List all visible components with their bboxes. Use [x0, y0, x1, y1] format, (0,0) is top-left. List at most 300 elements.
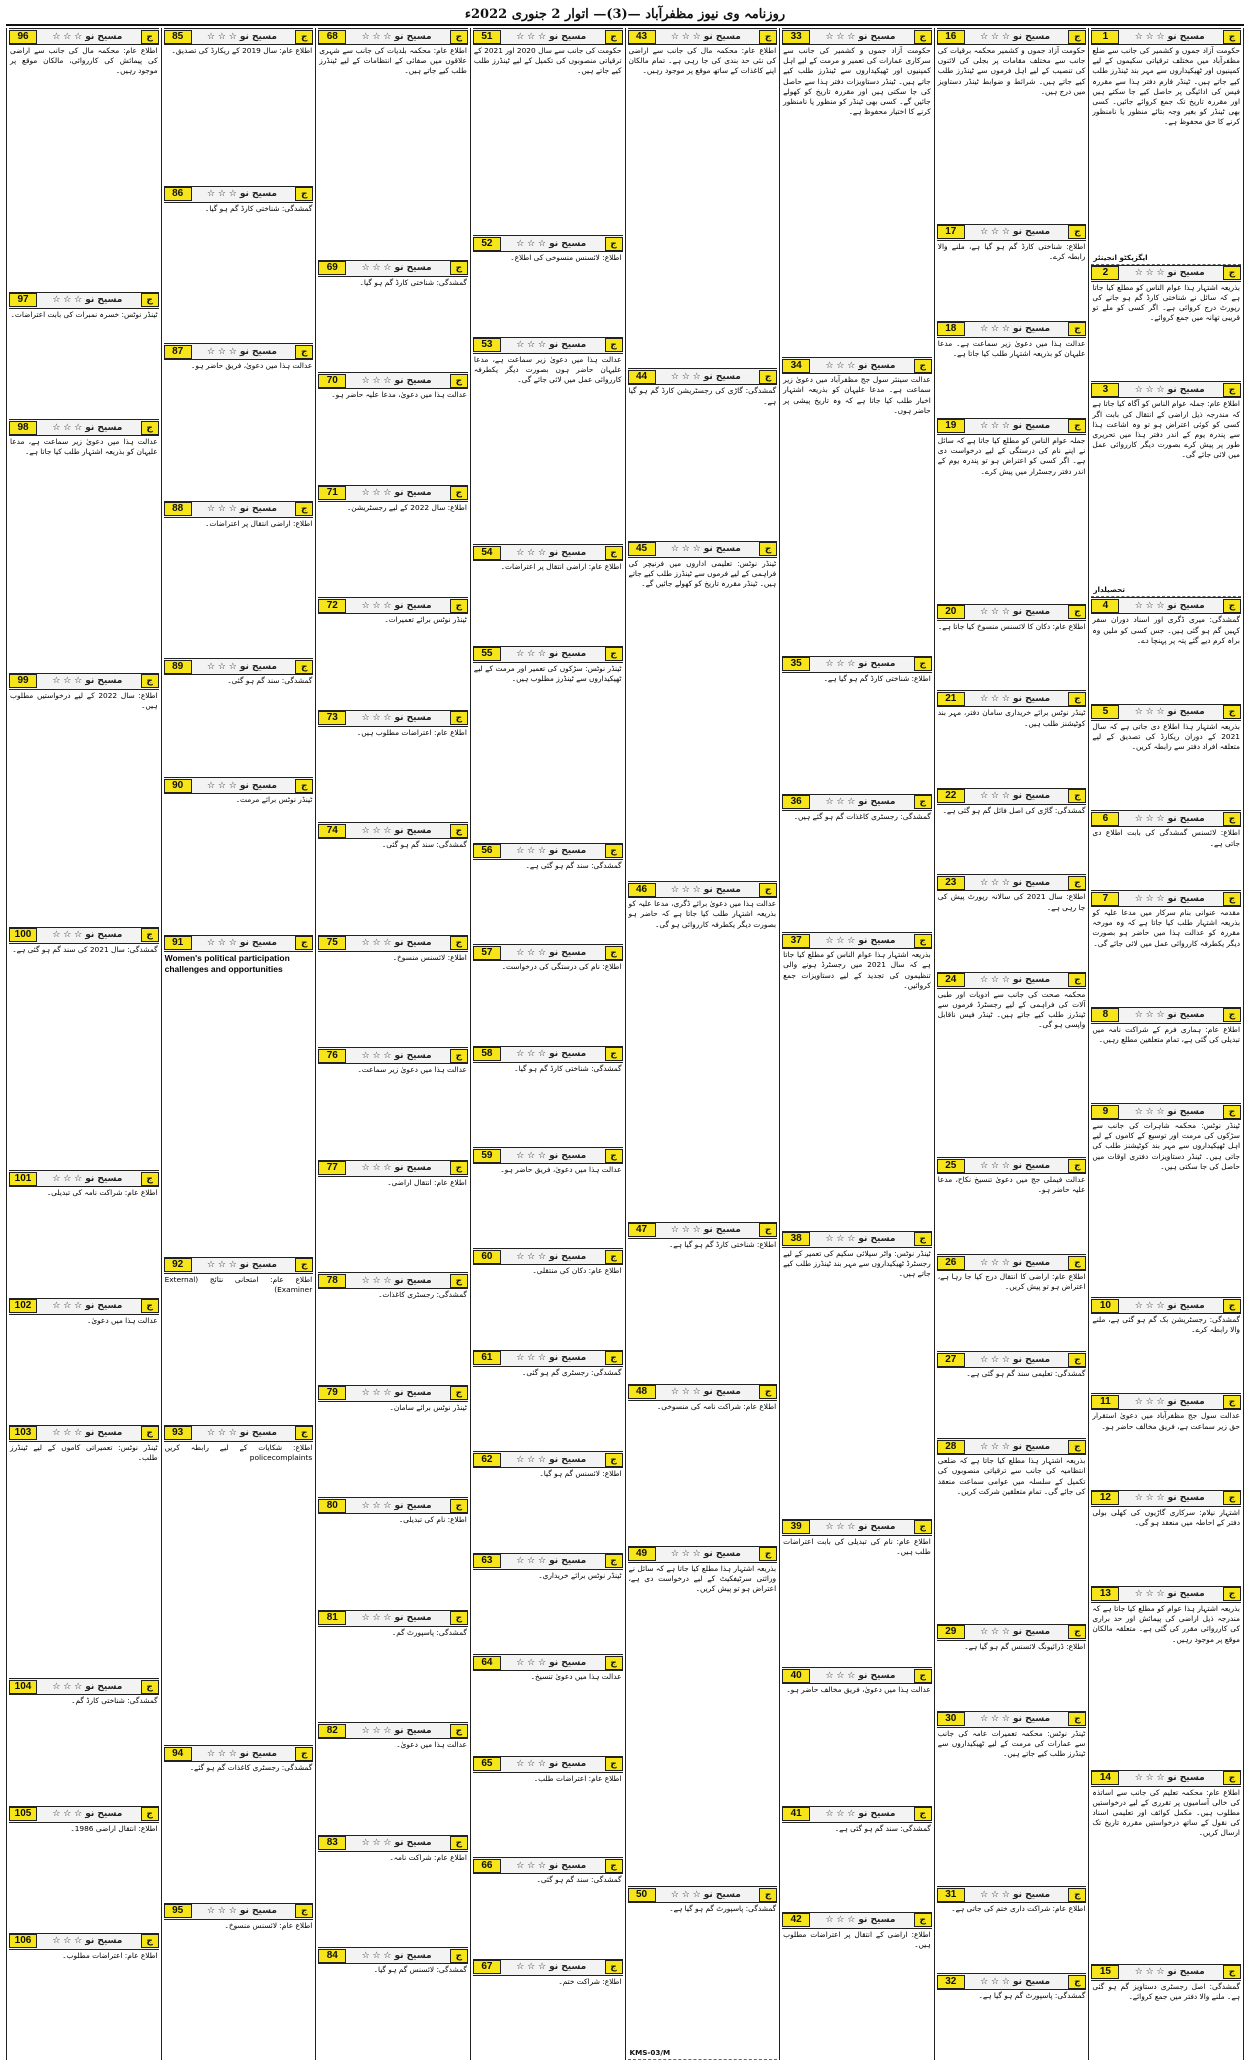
- notice-stars-caption: [965, 227, 1069, 237]
- notice-number: 56: [473, 844, 501, 858]
- notice-caption: مسیح نو: [549, 1556, 587, 1567]
- star-icon: ☆ ☆ ☆: [825, 1809, 856, 1820]
- notice-stars-caption: [501, 948, 605, 958]
- notice-number: 81: [318, 1611, 346, 1625]
- notice-caption: مسیح نو: [1013, 1976, 1051, 1987]
- notice-86: [164, 186, 314, 344]
- notice-82: [318, 1722, 468, 1835]
- notice-body: گمشدگی: رجسٹری کاغذات گم ہو گئے۔: [189, 1763, 313, 1773]
- notice-number: 42: [782, 1913, 810, 1927]
- notice-body: اطلاع عام: شراکت نامہ کی تبدیلی۔: [46, 1188, 158, 1198]
- notice-68: [318, 28, 468, 260]
- notice-header: [318, 1947, 468, 1964]
- notice-caption: مسیح نو: [1013, 877, 1051, 888]
- notice-number: 17: [937, 225, 965, 239]
- notice-number: 7: [1091, 892, 1119, 906]
- notice-35: [782, 656, 932, 794]
- notice-31: [937, 1886, 1087, 1973]
- notice-stars-caption: [37, 930, 141, 940]
- star-icon: ☆ ☆ ☆: [52, 422, 83, 433]
- notice-42: [782, 1912, 932, 2060]
- notice-caption: مسیح نو: [703, 371, 741, 382]
- notice-signature: تحصیلدار: [1091, 585, 1241, 597]
- notice-header: [473, 337, 623, 354]
- notice-61: [473, 1350, 623, 1451]
- notice-body: عدالت ہذا میں دعویٰ زیر سماعت ہے۔ مدعا علیہان کو بذریعہ اشتہار طلب کیا جاتا ہے۔: [937, 338, 1086, 359]
- notice-body: حکومت آزاد جموں و کشمیر محکمہ برقیات کی جانب سے مختلف مقامات پر بجلی کی لائنوں کی تنصیب کے لیے اہل فرموں سے ٹینڈرز طلب کیے جاتے ہیں۔ شرائط و ضوابط ٹینڈر دستاویز میں درج ہیں۔: [937, 46, 1086, 96]
- notice-badge: ج: [1223, 1965, 1241, 1979]
- notice-stars-caption: [192, 347, 296, 357]
- notice-caption: مسیح نو: [394, 938, 432, 949]
- notice-number: 91: [164, 936, 192, 950]
- notice-number: 77: [318, 1161, 346, 1175]
- notice-caption: مسیح نو: [85, 676, 123, 687]
- notice-body: ٹینڈر نوٹس: محکمہ شاہرات کی جانب سے سڑکوں کی مرمت اور توسیع کے کاموں کے لیے اہل ٹھیکیداروں سے مہر بند کوٹیشنز طلب کی جاتی ہیں۔ ٹینڈر دستاویزات دفتری اوقات میں حاصل کی جا سکتی ہیں۔: [1092, 1121, 1240, 1171]
- notice-number: 73: [318, 711, 346, 725]
- notice-number: 62: [473, 1453, 501, 1467]
- notice-header: [9, 1806, 159, 1823]
- notice-stars-caption: [501, 548, 605, 558]
- star-icon: ☆ ☆ ☆: [516, 547, 547, 558]
- notice-body: محکمہ صحت کی جانب سے ادویات اور طبی آلات کی فراہمی کے لیے رجسٹرڈ فرموں سے ٹینڈرز طلب کیے جاتے ہیں۔ ٹینڈر فیس ناقابل واپسی ہو گی۔: [937, 989, 1086, 1030]
- notice-body: اطلاع عام: دکان کا لائسنس منسوخ کیا جاتا ہے۔: [937, 621, 1086, 631]
- notice-body: اطلاع: انتقال اراضی 1986۔: [70, 1823, 158, 1833]
- notice-caption: مسیح نو: [549, 1657, 587, 1668]
- notice-85: [164, 28, 314, 186]
- notice-badge: ج: [141, 1807, 159, 1821]
- notice-body: ٹینڈر نوٹس برائے تعمیرات۔: [384, 615, 467, 625]
- notice-body: اطلاع عام: اعتراضات مطلوب۔: [62, 1950, 158, 1960]
- notice-body: گمشدگی: پاسپورٹ گم ہو گیا ہے۔: [669, 1904, 777, 1914]
- notice-badge: ج: [1068, 30, 1086, 44]
- notice-badge: ج: [605, 30, 623, 44]
- notice-number: 30: [937, 1712, 965, 1726]
- star-icon: ☆ ☆ ☆: [361, 488, 392, 499]
- notice-caption: مسیح نو: [1167, 384, 1205, 395]
- star-icon: ☆ ☆ ☆: [825, 1522, 856, 1533]
- notice-number: 72: [318, 599, 346, 613]
- notice-header: [782, 1806, 932, 1823]
- notice-caption: مسیح نو: [858, 797, 896, 808]
- notice-number: 101: [9, 1172, 37, 1186]
- notice-number: 75: [318, 936, 346, 950]
- notice-badge: ج: [914, 30, 932, 44]
- notice-header: [9, 419, 159, 436]
- notice-5: [1091, 704, 1241, 811]
- star-icon: ☆ ☆ ☆: [206, 1748, 237, 1759]
- notice-49: [628, 1546, 778, 1886]
- notice-header: [937, 604, 1087, 621]
- star-icon: ☆ ☆ ☆: [516, 31, 547, 42]
- notice-badge: ج: [914, 1669, 932, 1683]
- notice-number: 71: [318, 486, 346, 500]
- notice-number: 53: [473, 338, 501, 352]
- star-icon: ☆ ☆ ☆: [1134, 1396, 1165, 1407]
- notice-number: 1: [1091, 30, 1119, 44]
- notice-78: [318, 1272, 468, 1385]
- notice-caption: مسیح نو: [1167, 1773, 1205, 1784]
- notice-stars-caption: [656, 885, 760, 895]
- notice-badge: ج: [1223, 1491, 1241, 1505]
- notice-badge: ج: [295, 1747, 313, 1761]
- notice-caption: مسیح نو: [1013, 791, 1051, 802]
- notice-stars-caption: [965, 975, 1069, 985]
- notice-header: [1091, 1586, 1241, 1603]
- notice-header: [937, 1351, 1087, 1368]
- notice-caption: مسیح نو: [394, 1163, 432, 1174]
- notice-badge: ج: [450, 1386, 468, 1400]
- star-icon: ☆ ☆ ☆: [52, 1936, 83, 1947]
- notice-89: [164, 658, 314, 777]
- notice-number: 12: [1091, 1491, 1119, 1505]
- notice-96: [9, 28, 159, 292]
- notice-number: 13: [1091, 1587, 1119, 1601]
- star-icon: ☆ ☆ ☆: [980, 1441, 1010, 1452]
- notice-number: 6: [1091, 812, 1119, 826]
- star-icon: ☆ ☆ ☆: [361, 1500, 392, 1511]
- notice-badge: ج: [759, 1223, 777, 1237]
- notice-15: [1091, 1964, 1241, 2060]
- notice-number: 47: [628, 1223, 656, 1237]
- notice-badge: ج: [605, 1656, 623, 1670]
- notice-badge: ج: [1068, 973, 1086, 987]
- notice-number: 63: [473, 1554, 501, 1568]
- notice-67: [473, 1959, 623, 2060]
- notice-badge: ج: [141, 928, 159, 942]
- notice-number: 96: [9, 30, 37, 44]
- notice-94: [164, 1745, 314, 1903]
- notice-body: عدالت فیملی جج میں دعویٰ تنسیخ نکاح، مدعا علیہ حاضر ہو۔: [937, 1175, 1086, 1195]
- notice-header: [937, 1624, 1087, 1641]
- star-icon: ☆ ☆ ☆: [516, 1454, 547, 1465]
- notice-body: گمشدگی: پاسپورٹ گم۔: [391, 1627, 467, 1637]
- notice-number: 85: [164, 30, 192, 44]
- notice-body: بذریعہ اشتہار ہذا عوام الناس کو مطلع کیا جاتا ہے کہ سائل نے شناختی کارڈ گم ہو جانے کی رپورٹ درج کروائی ہے۔ اگر کسی کو ملے تو قریبی تھانہ میں جمع کروائے۔: [1092, 282, 1240, 323]
- notice-body: گمشدگی: میری ڈگری اور اسناد دوران سفر کہیں گم ہو گئی ہیں۔ جس کسی کو ملیں وہ براہ کرم دیے گئے پتہ پر پہنچا دے۔: [1092, 615, 1240, 645]
- notice-body: گمشدگی: سند گم ہو گئی ہے۔: [834, 1823, 931, 1833]
- star-icon: ☆ ☆ ☆: [1134, 1773, 1165, 1784]
- star-icon: ☆ ☆ ☆: [516, 1860, 547, 1871]
- notice-stars-caption: [810, 797, 914, 807]
- notice-header: [937, 1438, 1087, 1455]
- notice-number: 95: [164, 1904, 192, 1918]
- notice-body: اطلاع عام: اراضی کا انتقال درج کیا جا رہا ہے، اعتراض ہو تو پیش کریں۔: [937, 1272, 1086, 1292]
- notice-number: 93: [164, 1426, 192, 1440]
- notice-badge: ج: [141, 1299, 159, 1313]
- notice-header: [473, 1654, 623, 1671]
- notice-body: عدالت ہذا میں دعویٰ زیر سماعت۔: [357, 1065, 467, 1075]
- notice-stars-caption: [501, 1759, 605, 1769]
- notice-stars-caption: [501, 1962, 605, 1972]
- notice-caption: مسیح نو: [1013, 227, 1051, 238]
- star-icon: ☆ ☆ ☆: [52, 930, 83, 941]
- notice-caption: مسیح نو: [858, 659, 896, 670]
- notice-caption: مسیح نو: [703, 884, 741, 895]
- notice-stars-caption: [965, 694, 1069, 704]
- notice-number: 55: [473, 647, 501, 661]
- star-icon: ☆ ☆ ☆: [361, 31, 392, 42]
- notice-stars-caption: [501, 32, 605, 42]
- star-icon: ☆ ☆ ☆: [361, 713, 392, 724]
- notice-caption: مسیح نو: [1013, 1257, 1051, 1268]
- notice-badge: ج: [450, 824, 468, 838]
- star-icon: ☆ ☆ ☆: [1134, 1589, 1165, 1600]
- notice-25: [937, 1157, 1087, 1254]
- notice-number: 83: [318, 1836, 346, 1850]
- notice-badge: ج: [1223, 599, 1241, 613]
- star-icon: ☆ ☆ ☆: [980, 1714, 1010, 1725]
- notice-stars-caption: [346, 713, 450, 723]
- notice-signature: KMS-03/M: [628, 2048, 778, 2060]
- star-icon: ☆ ☆ ☆: [52, 676, 83, 687]
- notice-badge: ج: [1223, 1395, 1241, 1409]
- notice-body: اطلاع عام: محکمہ بلدیات کی جانب سے شہری علاقوں میں صفائی کے انتظامات کے لیے ٹینڈرز طلب کیے جاتے ہیں۔: [319, 46, 467, 76]
- notice-badge: ج: [605, 338, 623, 352]
- star-icon: ☆ ☆ ☆: [980, 877, 1010, 888]
- notice-header: [782, 357, 932, 374]
- notice-caption: مسیح نو: [239, 504, 277, 514]
- notice-17: [937, 224, 1087, 321]
- notice-body: حکومت کی جانب سے سال 2020 اور 2021 کے ترقیاتی منصوبوں کی تکمیل کے لیے ٹینڈرز طلب کیے جاتے ہیں۔: [473, 46, 622, 76]
- notice-header: [1091, 810, 1241, 827]
- notice-stars-caption: [192, 781, 296, 791]
- notice-caption: مسیح نو: [858, 31, 896, 42]
- notice-11: [1091, 1393, 1241, 1489]
- notice-77: [318, 1160, 468, 1273]
- notice-body: عدالت سول جج مظفرآباد میں دعویٰ استقرار حق زیر سماعت ہے، فریق مخالف حاضر ہو۔: [1092, 1411, 1240, 1431]
- notice-badge: ج: [1223, 383, 1241, 397]
- notice-26: [937, 1254, 1087, 1351]
- notice-stars-caption: [37, 1301, 141, 1311]
- star-icon: ☆ ☆ ☆: [206, 189, 237, 199]
- star-icon: ☆ ☆ ☆: [206, 1906, 237, 1917]
- notice-caption: مسیح نو: [394, 1388, 432, 1399]
- star-icon: ☆ ☆ ☆: [670, 544, 701, 555]
- notice-18: [937, 321, 1087, 418]
- notice-number: 52: [473, 237, 501, 251]
- notice-header: [937, 224, 1087, 241]
- notice-badge: ج: [759, 1385, 777, 1399]
- notice-number: 18: [937, 322, 965, 336]
- notice-badge: ج: [605, 647, 623, 661]
- notice-badge: ج: [141, 1680, 159, 1694]
- notice-number: 15: [1091, 1965, 1119, 1979]
- star-icon: ☆ ☆ ☆: [670, 1889, 701, 1900]
- notice-header: [318, 1722, 468, 1739]
- notice-header: [937, 1886, 1087, 1903]
- notice-header: [473, 1248, 623, 1265]
- notice-stars-caption: [501, 340, 605, 350]
- notice-number: 74: [318, 824, 346, 838]
- notice-caption: مسیح نو: [1167, 1967, 1205, 1978]
- notice-header: [628, 541, 778, 558]
- notice-33: [782, 28, 932, 357]
- notice-number: 90: [164, 779, 192, 793]
- notice-stars-caption: [37, 32, 141, 42]
- notice-caption: مسیح نو: [394, 600, 432, 611]
- notice-badge: ج: [141, 674, 159, 688]
- column-4: [625, 28, 780, 2060]
- notice-caption: مسیح نو: [394, 488, 432, 499]
- notice-header: [318, 710, 468, 727]
- notice-stars-caption: [346, 488, 450, 498]
- notice-stars-caption: [965, 1161, 1069, 1171]
- star-icon: ☆ ☆ ☆: [670, 371, 701, 382]
- star-icon: ☆ ☆ ☆: [52, 1301, 83, 1311]
- star-icon: ☆ ☆ ☆: [980, 31, 1010, 42]
- notice-header: [473, 1046, 623, 1063]
- notice-number: 26: [937, 1256, 965, 1270]
- notice-caption: مسیح نو: [1013, 1160, 1051, 1171]
- notice-header: [164, 935, 314, 952]
- notice-badge: ج: [1068, 1625, 1086, 1639]
- notice-body: ٹینڈر نوٹس: محکمہ تعمیرات عامہ کی جانب سے عمارات کی مرمت کے لیے ٹھیکیداروں سے ٹینڈرز طلب کیے جاتے ہیں۔: [937, 1728, 1086, 1759]
- notice-stars-caption: [810, 32, 914, 42]
- notice-caption: مسیح نو: [1013, 421, 1051, 432]
- notice-stars-caption: [37, 423, 141, 433]
- notice-64: [473, 1654, 623, 1755]
- notice-caption: مسیح نو: [394, 825, 432, 836]
- notice-badge: ج: [1223, 892, 1241, 906]
- notice-4: [1091, 597, 1241, 704]
- notice-caption: مسیح نو: [85, 422, 123, 433]
- notice-stars-caption: [1119, 385, 1223, 395]
- notice-caption: مسیح نو: [703, 544, 741, 555]
- notice-header: [318, 822, 468, 839]
- notice-body: Women's political participation challenges and opportunities: [164, 952, 290, 974]
- notice-badge: ج: [450, 1611, 468, 1625]
- notice-number: 67: [473, 1960, 501, 1974]
- notice-stars-caption: [192, 662, 296, 672]
- notice-header: [318, 260, 468, 277]
- notice-caption: مسیح نو: [394, 713, 432, 724]
- notice-caption: مسیح نو: [549, 1150, 587, 1161]
- notice-badge: ج: [759, 30, 777, 44]
- column-7: [161, 28, 316, 2060]
- notice-badge: ج: [914, 1520, 932, 1534]
- notice-48: [628, 1384, 778, 1546]
- notice-number: 66: [473, 1859, 501, 1873]
- notice-stars-caption: [1119, 1773, 1223, 1783]
- notice-body: گمشدگی: سند گم ہو گئی۔: [227, 676, 313, 685]
- notice-header: [628, 1886, 778, 1903]
- notice-number: 80: [318, 1499, 346, 1513]
- notice-number: 35: [782, 657, 810, 671]
- notice-body: ٹینڈر نوٹس: واٹر سپلائی سکیم کی تعمیر کے لیے رجسٹرڈ ٹھیکیداروں سے مہر بند ٹینڈرز طلب کیے جاتے ہیں۔: [783, 1248, 931, 1279]
- notice-caption: مسیح نو: [858, 360, 896, 371]
- notice-badge: ج: [295, 502, 313, 516]
- notice-103: [9, 1425, 159, 1679]
- notice-stars-caption: [346, 938, 450, 948]
- notice-body: عدالت سینئر سول جج مظفرآباد میں دعویٰ زیر سماعت ہے۔ مدعا علیہان کو بذریعہ اشتہار اخبار طلب کیا جاتا ہے کہ وہ تاریخ پیشی پر حاضر ہوں۔: [783, 375, 931, 415]
- star-icon: ☆ ☆ ☆: [206, 1260, 237, 1271]
- notice-106: [9, 1933, 159, 2060]
- notice-header: [473, 544, 623, 561]
- notice-body: اطلاع عام: لائسنس منسوخ۔: [224, 1920, 313, 1930]
- notice-body: اطلاع عام: محکمہ مال کی جانب سے اراضی کی نئی حد بندی کی جا رہی ہے۔ تمام مالکان اپنے کاغذات کے ساتھ موقع پر موجود رہیں۔: [628, 46, 777, 76]
- notice-body: گمشدگی: شناختی کارڈ گم ہو گیا۔: [359, 277, 467, 287]
- notice-caption: مسیح نو: [549, 947, 587, 958]
- star-icon: ☆ ☆ ☆: [1134, 1493, 1165, 1504]
- notice-badge: ج: [605, 1757, 623, 1771]
- notice-badge: ج: [605, 1351, 623, 1365]
- star-icon: ☆ ☆ ☆: [670, 1387, 701, 1398]
- notice-number: 68: [318, 30, 346, 44]
- notice-stars-caption: [965, 1714, 1069, 1724]
- notice-badge: ج: [1223, 30, 1241, 44]
- notice-71: [318, 485, 468, 598]
- notice-52: [473, 235, 623, 336]
- notice-stars-caption: [810, 361, 914, 371]
- notice-14: [1091, 1770, 1241, 1964]
- notice-caption: مسیح نو: [1167, 1589, 1205, 1600]
- star-icon: ☆ ☆ ☆: [980, 693, 1010, 704]
- notice-header: [628, 1546, 778, 1563]
- notice-number: 106: [9, 1934, 37, 1948]
- notice-50: [628, 1886, 778, 2060]
- notice-caption: مسیح نو: [1167, 1300, 1205, 1311]
- notice-stars-caption: [1119, 1493, 1223, 1503]
- notice-83: [318, 1835, 468, 1948]
- notice-header: [9, 292, 159, 309]
- notice-1: [1091, 28, 1241, 265]
- notice-caption: مسیح نو: [858, 1809, 896, 1820]
- notice-body: بذریعہ اشتہار ہذا مطلع کیا جاتا ہے کہ سائل نے وراثتی سرٹیفکیٹ کے لیے درخواست دی ہے، اعتراض ہو تو پیش کریں۔: [628, 1563, 777, 1593]
- star-icon: ☆ ☆ ☆: [825, 1234, 856, 1245]
- notice-36: [782, 794, 932, 932]
- notice-number: 31: [937, 1888, 965, 1902]
- notice-9: [1091, 1103, 1241, 1297]
- notice-badge: ج: [1068, 876, 1086, 890]
- notice-caption: مسیح نو: [1013, 31, 1051, 42]
- notice-badge: ج: [605, 1960, 623, 1974]
- notice-header: [318, 1385, 468, 1402]
- notice-number: 88: [164, 502, 192, 516]
- notice-header: [1091, 381, 1241, 398]
- notice-body: اطلاع: اراضی کے انتقال پر اعتراضات مطلوب ہیں۔: [783, 1929, 931, 1949]
- notice-28: [937, 1438, 1087, 1624]
- notice-caption: مسیح نو: [394, 1050, 432, 1061]
- notice-body: اطلاع: ڈرائیونگ لائسنس گم ہو گیا ہے۔: [964, 1641, 1086, 1651]
- star-icon: ☆ ☆ ☆: [1134, 1300, 1165, 1311]
- notice-header: [164, 658, 314, 675]
- notice-caption: مسیح نو: [85, 1681, 123, 1692]
- star-icon: ☆ ☆ ☆: [670, 1549, 701, 1560]
- notice-stars-caption: [346, 376, 450, 386]
- star-icon: ☆ ☆ ☆: [980, 975, 1010, 986]
- notice-body: گمشدگی: لائسنس گم ہو گیا۔: [373, 1965, 467, 1975]
- star-icon: ☆ ☆ ☆: [206, 780, 237, 791]
- notice-header: [937, 1254, 1087, 1271]
- star-icon: ☆ ☆ ☆: [361, 1163, 392, 1174]
- star-icon: ☆ ☆ ☆: [361, 263, 392, 274]
- notice-stars-caption: [810, 1522, 914, 1532]
- notice-badge: ج: [1223, 812, 1241, 826]
- notice-header: [318, 485, 468, 502]
- notice-badge: ج: [605, 1859, 623, 1873]
- notice-stars-caption: [810, 1915, 914, 1925]
- star-icon: ☆ ☆ ☆: [825, 659, 856, 670]
- notice-stars-caption: [37, 1682, 141, 1692]
- notice-badge: ج: [605, 1250, 623, 1264]
- notice-header: [473, 1553, 623, 1570]
- notice-caption: مسیح نو: [549, 238, 587, 249]
- notice-number: 79: [318, 1386, 346, 1400]
- notice-stars-caption: [965, 32, 1069, 42]
- notice-number: 82: [318, 1724, 346, 1738]
- notice-stars-caption: [501, 1252, 605, 1262]
- notice-stars-caption: [346, 1051, 450, 1061]
